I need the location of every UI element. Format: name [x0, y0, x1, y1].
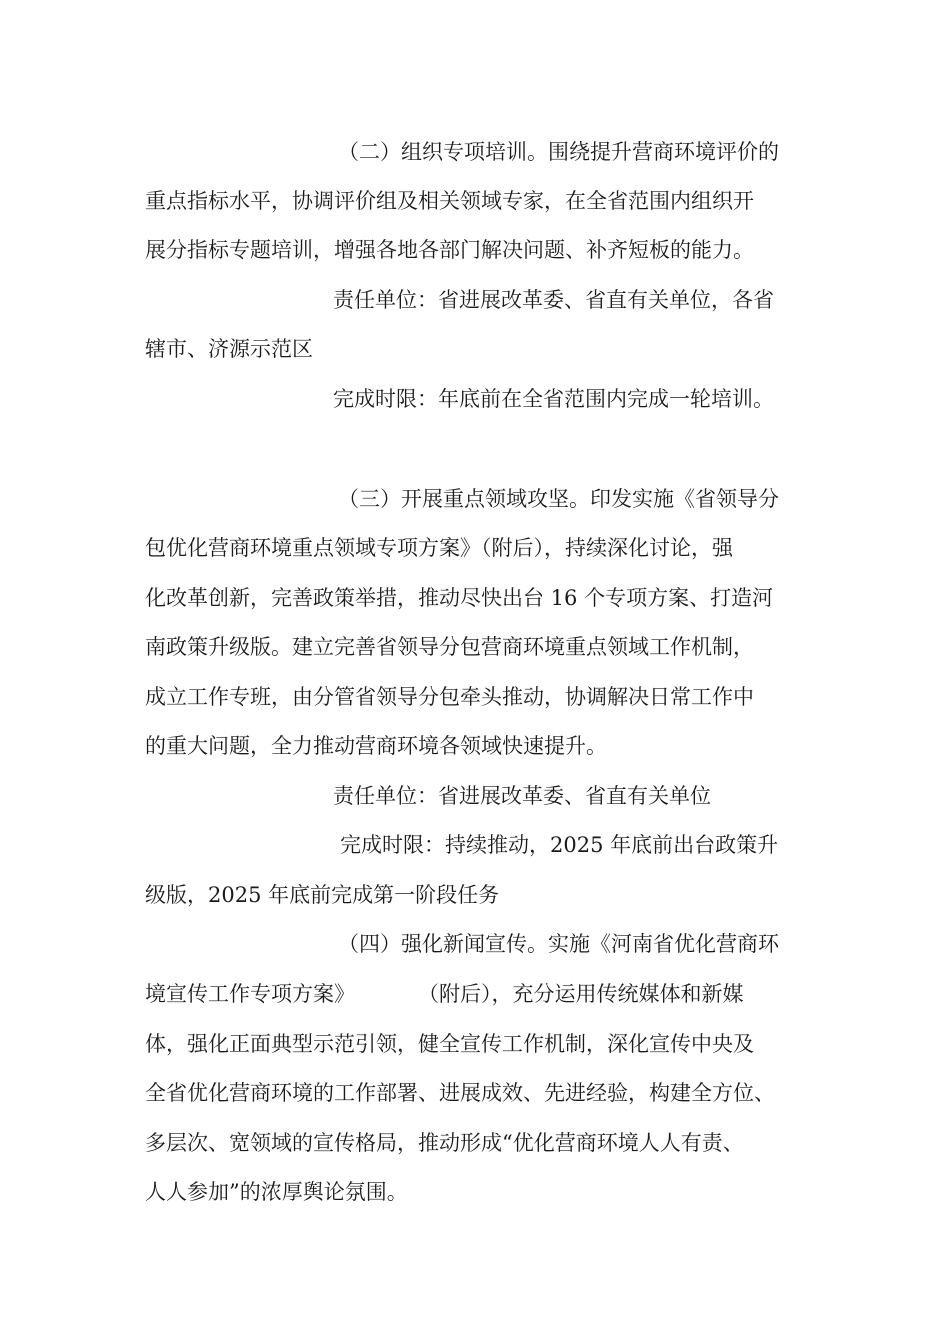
- paragraph-line: 成立工作专班，由分管省领导分包牵头推动，协调解决日常工作中: [145, 685, 754, 709]
- section2-heading: （二）组织专项培训。围绕提升营商环境评价的: [338, 140, 779, 164]
- paragraph-line: 体，强化正面典型示范引领，健全宣传工作机制，深化宣传中央及: [145, 1032, 754, 1056]
- responsible-unit: 责任单位：省进展改革委、省直有关单位: [333, 784, 711, 808]
- paragraph-line: 境宣传工作专项方案》 （附后），充分运用传统媒体和新媒: [145, 982, 744, 1006]
- paragraph-line: 的重大问题，全力推动营商环境各领域快速提升。: [145, 734, 607, 758]
- paragraph-line: 人人参加”的浓厚舆论氛围。: [145, 1180, 408, 1204]
- paragraph-line: 南政策升级版。建立完善省领导分包营商环境重点领域工作机制，: [145, 635, 754, 659]
- section4-heading: （四）强化新闻宣传。实施《河南省优化营商环: [338, 932, 779, 956]
- deadline-cont: 级版，2025 年底前完成第一阶段任务: [145, 883, 500, 907]
- paragraph-line: 多层次、宽领域的宣传格局，推动形成“优化营商环境人人有责、: [145, 1131, 744, 1155]
- paragraph-line: 展分指标专题培训，增强各地各部门解决问题、补齐短板的能力。: [145, 238, 754, 262]
- paragraph-line: 包优化营商环境重点领域专项方案》（附后），持续深化讨论，强: [145, 536, 733, 560]
- paragraph-line: 化改革创新，完善政策举措，推动尽快出台 16 个专项方案、打造河: [145, 586, 774, 610]
- responsible-unit-cont: 辖市、济源示范区: [145, 337, 313, 361]
- section3-heading: （三）开展重点领域攻坚。印发实施《省领导分: [338, 487, 779, 511]
- responsible-unit: 责任单位：省进展改革委、省直有关单位，各省: [333, 288, 774, 312]
- paragraph-line: 全省优化营商环境的工作部署、进展成效、先进经验，构建全方位、: [145, 1081, 775, 1105]
- paragraph-line: 重点指标水平，协调评价组及相关领域专家，在全省范围内组织开: [145, 189, 754, 213]
- deadline: 完成时限：年底前在全省范围内完成一轮培训。: [333, 387, 774, 411]
- deadline: 完成时限：持续推动，2025 年底前出台政策升: [340, 833, 779, 857]
